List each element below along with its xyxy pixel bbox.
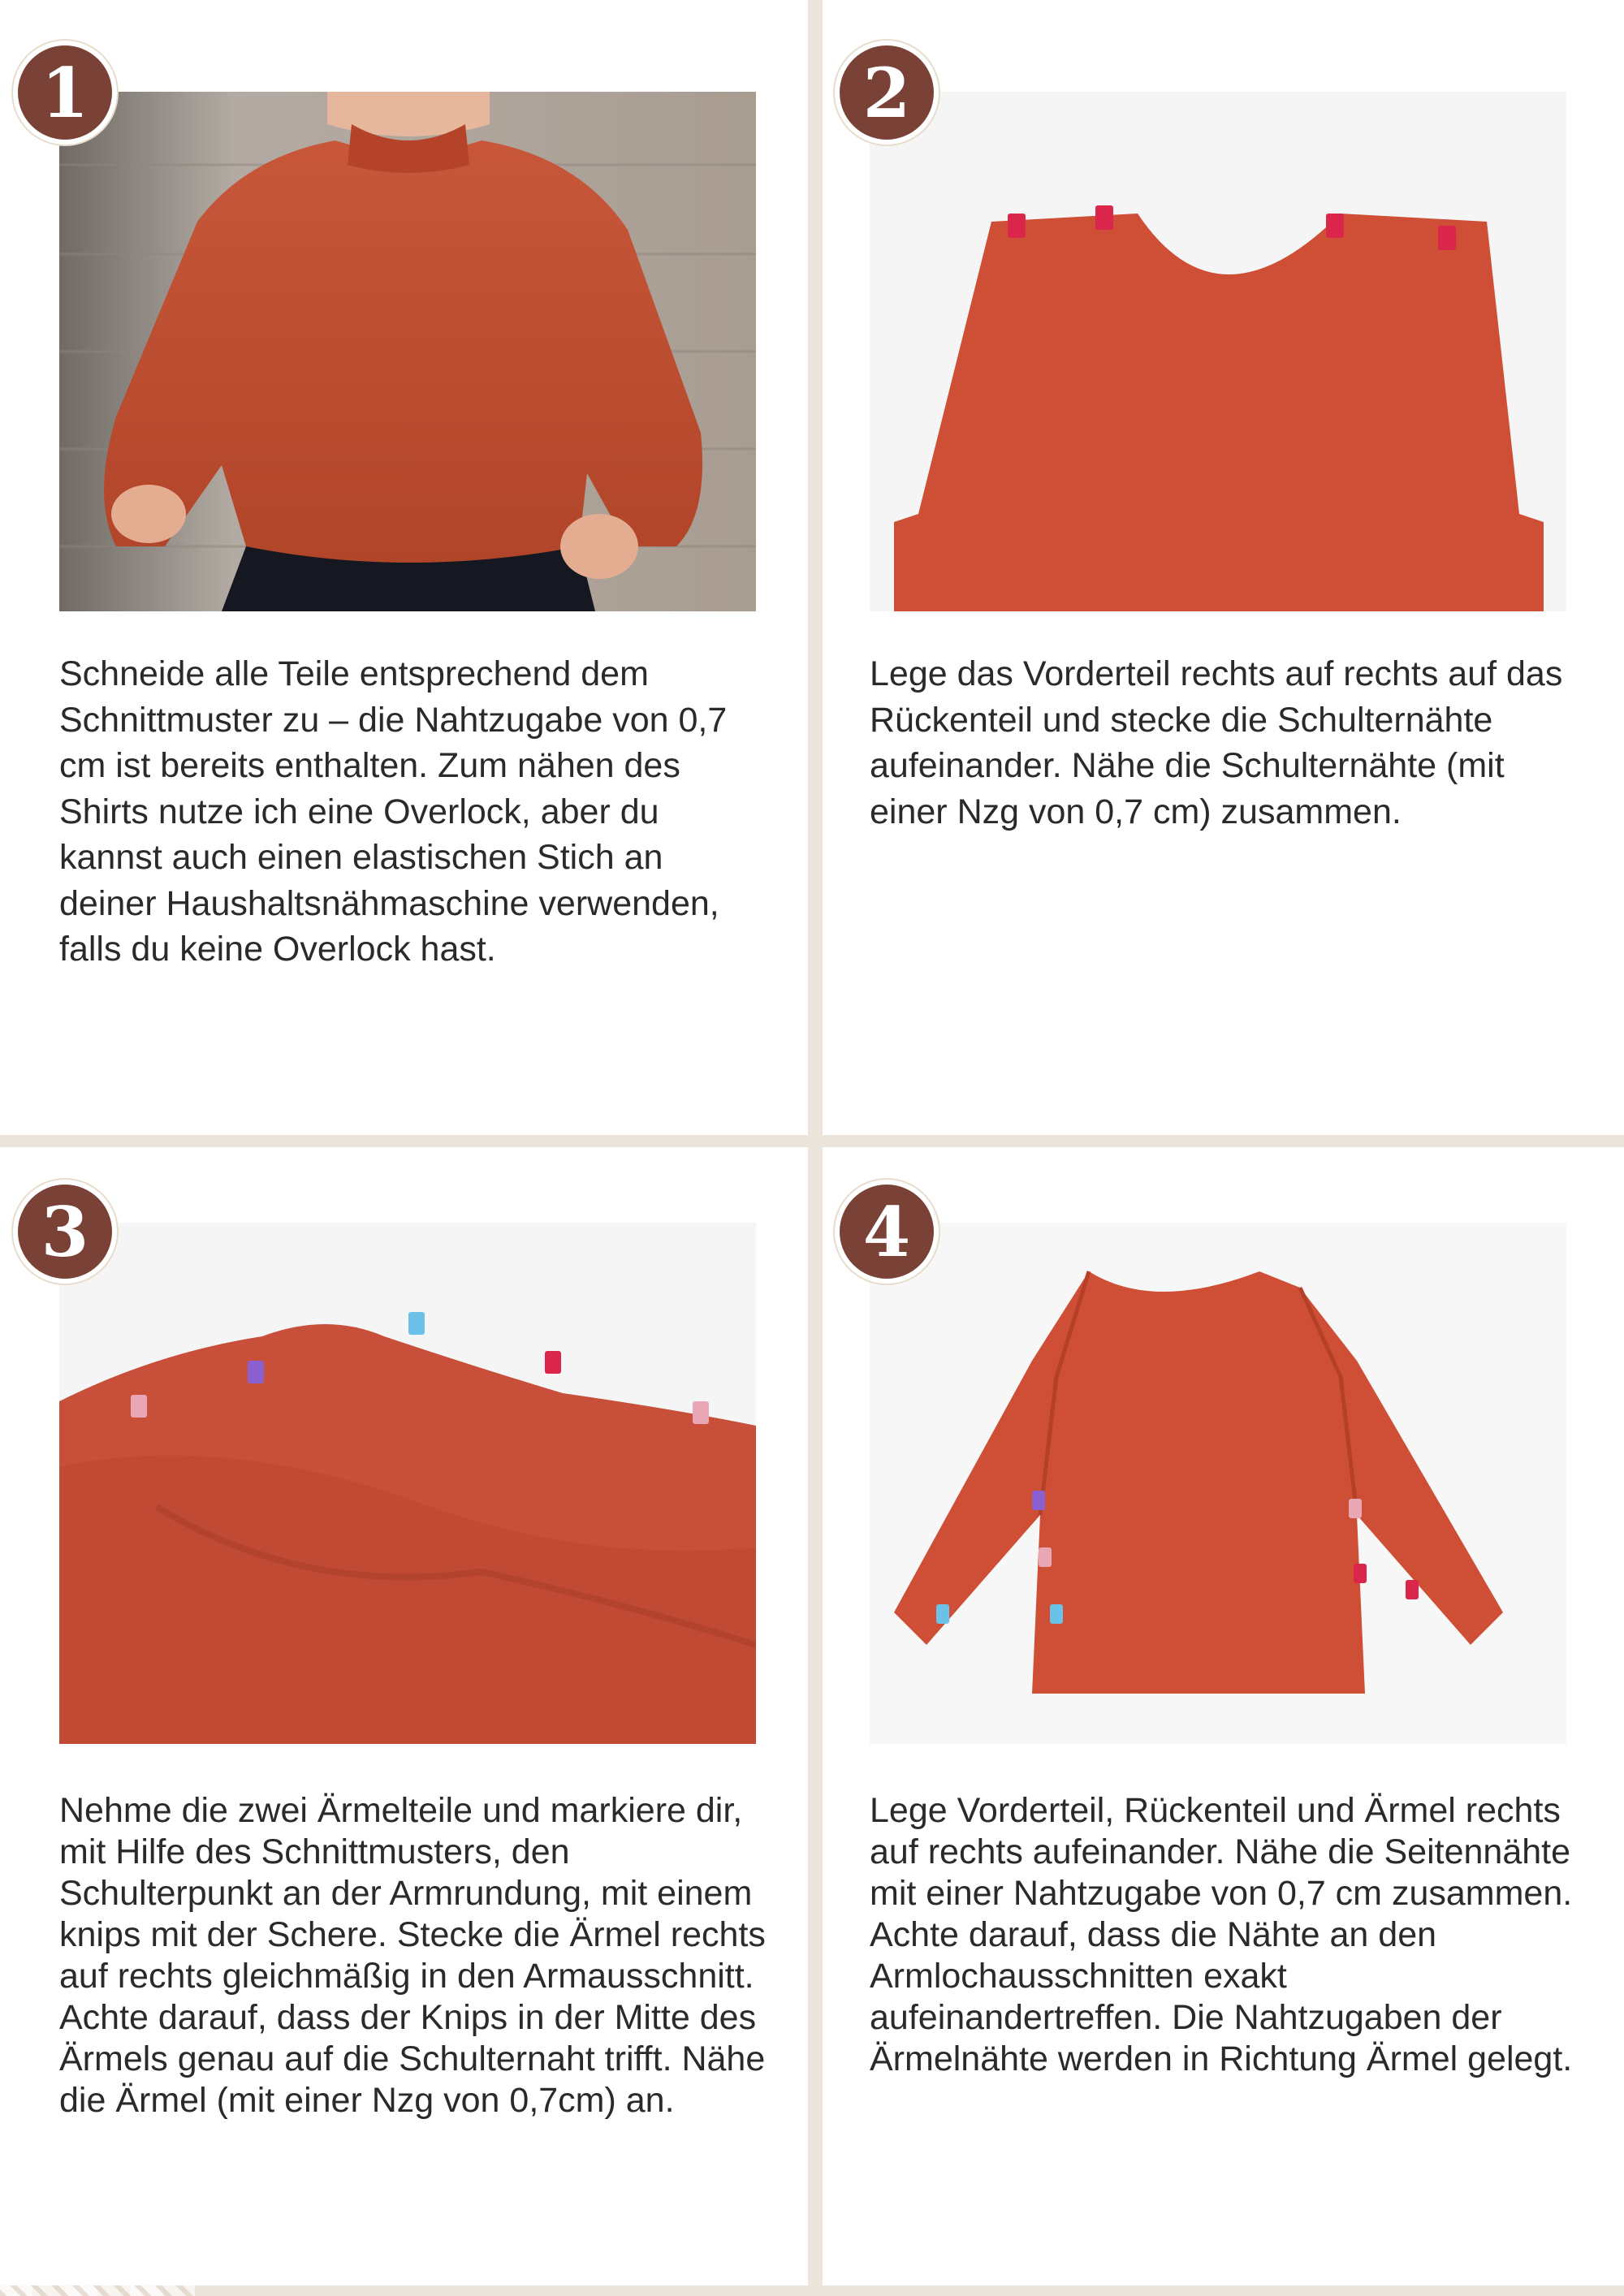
shirt-side-seams-icon (870, 1223, 1566, 1744)
step-photo-3 (59, 1223, 756, 1744)
step-text-3: Nehme die zwei Ärmelteile und markiere dir, mit Hilfe des Schnittmusters, den Schulterpunkt an der Armrundung, mit einem knips mit der Schere. Stecke die Ärmel rechts auf rechts gleichmäßig in den Armausschnitt. Achte darauf, dass der Knips in der Mitte des Ärmels genau auf die Schulternaht trifft. Nähe die Ärmel (mit einer Nzg von 0,7cm) an. (59, 1791, 766, 2120)
step-text-4: Lege Vorderteil, Rückenteil und Ärmel rechts auf rechts aufeinander. Nähe die Seitennähte mit einer Nahtzugabe von 0,7 cm zusammen. Achte darauf, dass die Nähte an den Armlochausschnitten exakt aufeinandertreffen. Die Nahtzugaben der Ärmelnähte werden in Richtung Ärmel gelegt. (870, 1791, 1573, 2078)
step-number-badge-1: 1 (13, 41, 117, 145)
woman-wearing-shirt-icon (59, 92, 756, 611)
step-number-badge-4: 4 (835, 1180, 939, 1284)
sleeves-pinned-icon (59, 1223, 756, 1744)
shoulder-seams-icon (870, 92, 1566, 611)
step-photo-4 (870, 1223, 1566, 1744)
step-photo-1 (59, 92, 756, 611)
step-number-badge-2: 2 (835, 41, 939, 145)
step-number-badge-3: 3 (13, 1180, 117, 1284)
step-text-1: Schneide alle Teile entsprechend dem Schnittmuster zu – die Nahtzugabe von 0,7 cm ist bereits enthalten. Zum nähen des Shirts nutze ich eine Overlock, aber du kannst auch einen elastischen Stich an deiner Haushaltsnähmaschine verwenden, falls du keine Overlock hast. (59, 654, 728, 969)
step-text-2: Lege das Vorderteil rechts auf rechts auf das Rückenteil und stecke die Schulternähte aufeinander. Nähe die Schulternähte (mit einer Nzg von 0,7 cm) zusammen. (870, 654, 1563, 831)
step-photo-2 (870, 92, 1566, 611)
